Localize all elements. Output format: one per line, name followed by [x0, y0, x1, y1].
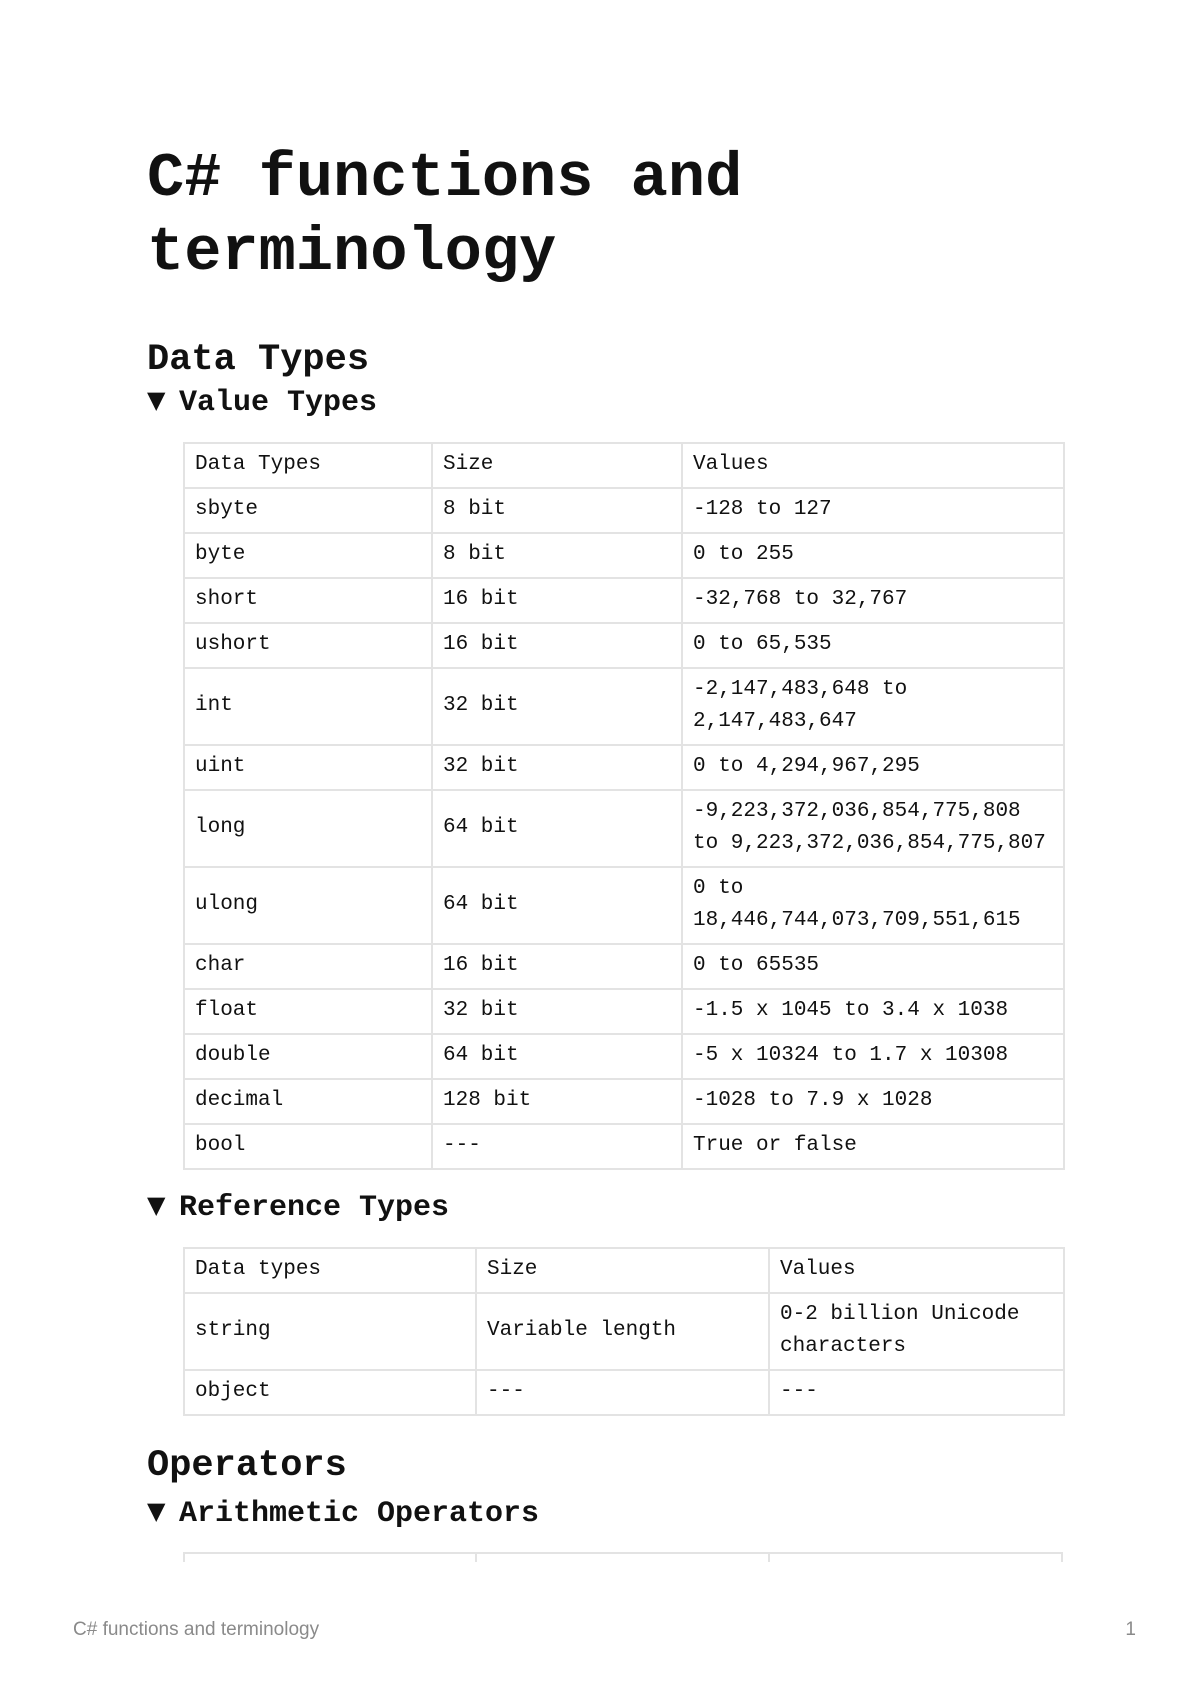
reference-types-table	[183, 1247, 1065, 1416]
toggle-value-types[interactable]	[147, 382, 377, 421]
table-cell: decimal	[184, 1079, 432, 1124]
table-cell: -32,768 to 32,767	[682, 578, 1064, 623]
table-cell: 32 bit	[432, 989, 682, 1034]
table-row	[184, 1370, 1064, 1415]
table-cell: char	[184, 944, 432, 989]
table-cell: 0 to 65535	[682, 944, 1064, 989]
arithmetic-operators-table	[183, 1552, 1063, 1564]
table-cell: Size	[432, 443, 682, 488]
table-cell: ushort	[184, 623, 432, 668]
toggle-arithmetic-operators[interactable]	[147, 1493, 539, 1532]
table-cell: -1.5 x 1045 to 3.4 x 1038	[682, 989, 1064, 1034]
table-row	[184, 1034, 1064, 1079]
table-cell: 16 bit	[432, 623, 682, 668]
table-border	[1061, 1554, 1063, 1562]
table-cell: double	[184, 1034, 432, 1079]
triangle-down-icon: ▼	[147, 1191, 166, 1219]
table-cell: -9,223,372,036,854,775,808 to 9,223,372,036,854,775,807	[682, 790, 1064, 867]
table-cell: Data types	[184, 1248, 476, 1293]
table-row	[184, 623, 1064, 668]
table-cell: ulong	[184, 867, 432, 944]
table-cell: bool	[184, 1124, 432, 1169]
table-cell: float	[184, 989, 432, 1034]
heading-operators: Operators	[147, 1445, 347, 1487]
table-cell: 8 bit	[432, 488, 682, 533]
table-cell: 64 bit	[432, 867, 682, 944]
table-cell: True or false	[682, 1124, 1064, 1169]
toggle-arithmetic-operators-label: Arithmetic Operators	[179, 1497, 540, 1531]
table-cell: 128 bit	[432, 1079, 682, 1124]
table-cell: 0 to 18,446,744,073,709,551,615	[682, 867, 1064, 944]
table-cell: short	[184, 578, 432, 623]
table-cell: 0 to 4,294,967,295	[682, 745, 1064, 790]
table-cell: long	[184, 790, 432, 867]
table-cell: 8 bit	[432, 533, 682, 578]
table-row	[184, 867, 1064, 944]
table-cell: 32 bit	[432, 668, 682, 745]
table-cell: object	[184, 1370, 476, 1415]
table-row	[184, 989, 1064, 1034]
footer-page-number: 1	[1125, 1619, 1136, 1640]
table-cell: byte	[184, 533, 432, 578]
table-cell: sbyte	[184, 488, 432, 533]
table-row	[184, 668, 1064, 745]
table-cell: ---	[432, 1124, 682, 1169]
table-cell: int	[184, 668, 432, 745]
table-cell: string	[184, 1293, 476, 1370]
table-row	[184, 1124, 1064, 1169]
table-border	[183, 1554, 185, 1562]
table-cell: Values	[769, 1248, 1064, 1293]
value-types-table	[183, 442, 1065, 1170]
table-border	[475, 1554, 477, 1562]
table-header-row	[184, 443, 1064, 488]
table-row	[184, 488, 1064, 533]
table-row	[184, 1079, 1064, 1124]
table-cell: 64 bit	[432, 790, 682, 867]
table-cell: 16 bit	[432, 578, 682, 623]
triangle-down-icon: ▼	[147, 386, 166, 414]
table-header-row	[184, 1248, 1064, 1293]
table-row	[184, 1293, 1064, 1370]
table-cell: -1028 to 7.9 x 1028	[682, 1079, 1064, 1124]
table-row	[184, 533, 1064, 578]
table-cell: Data Types	[184, 443, 432, 488]
footer-doc-title: C# functions and terminology	[73, 1619, 320, 1640]
table-cell: Size	[476, 1248, 769, 1293]
table-cell: 0 to 65,535	[682, 623, 1064, 668]
table-cell: -2,147,483,648 to 2,147,483,647	[682, 668, 1064, 745]
table-cell: ---	[769, 1370, 1064, 1415]
toggle-value-types-label: Value Types	[179, 386, 378, 420]
table-cell: -128 to 127	[682, 488, 1064, 533]
table-cell: ---	[476, 1370, 769, 1415]
page-title: C# functions and terminology	[147, 143, 743, 288]
table-cell: Values	[682, 443, 1064, 488]
heading-data-types: Data Types	[147, 339, 370, 381]
table-cell: 0-2 billion Unicode characters	[769, 1293, 1064, 1370]
table-cell: 64 bit	[432, 1034, 682, 1079]
table-cell: 0 to 255	[682, 533, 1064, 578]
table-cell: -5 x 10324 to 1.7 x 10308	[682, 1034, 1064, 1079]
toggle-reference-types[interactable]	[147, 1187, 449, 1226]
table-row	[184, 790, 1064, 867]
table-row	[184, 745, 1064, 790]
table-border	[768, 1554, 770, 1562]
toggle-reference-types-label: Reference Types	[179, 1191, 450, 1225]
table-row	[184, 944, 1064, 989]
table-cell: 32 bit	[432, 745, 682, 790]
table-cell: Variable length	[476, 1293, 769, 1370]
table-cell: uint	[184, 745, 432, 790]
table-row	[184, 578, 1064, 623]
table-cell: 16 bit	[432, 944, 682, 989]
triangle-down-icon: ▼	[147, 1497, 166, 1525]
